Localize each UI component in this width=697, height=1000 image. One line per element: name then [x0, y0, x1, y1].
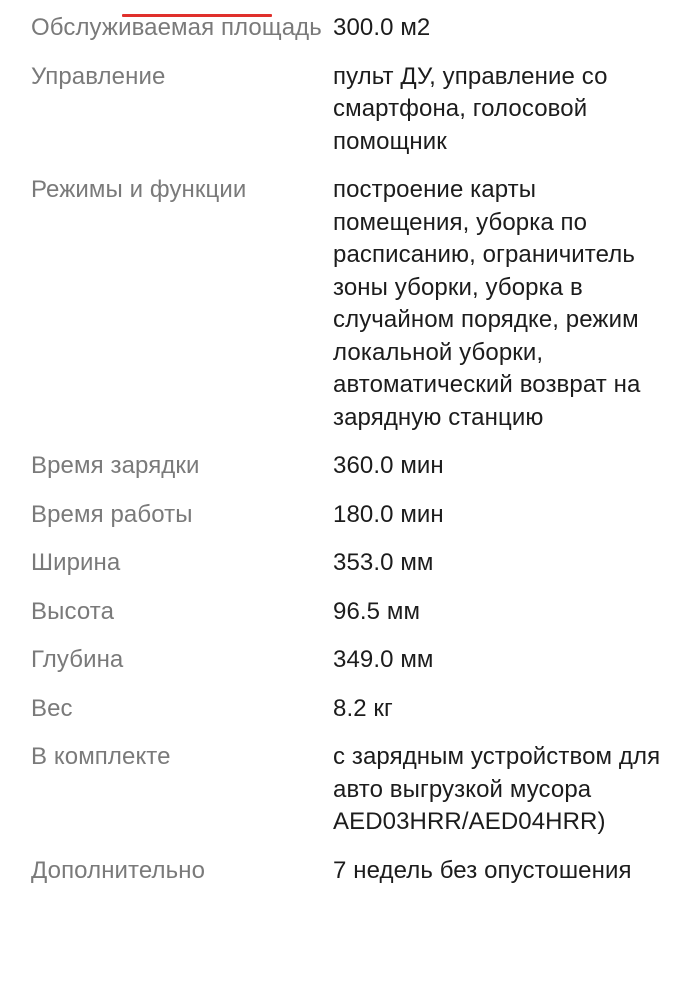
spec-label: Обслуживаемая площадь [31, 14, 322, 41]
spec-label: Дополнительно [31, 856, 206, 884]
spec-value: 360.0 мин [333, 452, 444, 479]
spec-value: с зарядным устройством для авто выгрузкой мусора AED03HRR/AED04HRR) [333, 743, 661, 835]
specifications-list [31, 12, 671, 903]
spec-label: Время зарядки [31, 452, 200, 479]
spec-label: Глубина [31, 646, 124, 673]
spec-value: построение карты помещения, уборка по расписанию, ограничитель зоны уборки, уборка в случайном порядке, режим локальной уборки, автоматический возврат на зарядную станцию [333, 176, 641, 431]
spec-label: В комплекте [31, 743, 171, 770]
spec-row-modes-functions [31, 174, 671, 450]
spec-value: пульт ДУ, управление со смартфона, голосовой помощник [333, 62, 608, 155]
spec-label: Высота [31, 597, 115, 625]
spec-row-run-time [31, 499, 671, 548]
spec-row-control [31, 61, 671, 175]
spec-row-weight [31, 693, 671, 742]
spec-label: Режимы и функции [31, 176, 247, 203]
spec-row-package-contents [31, 741, 671, 855]
spec-value: 8.2 кг [333, 694, 393, 722]
spec-value: 96.5 мм [333, 597, 421, 625]
spec-value: 300.0 м2 [333, 14, 431, 41]
spec-value: 7 недель без опустошения [333, 856, 632, 884]
spec-row-serviced-area [31, 12, 671, 61]
spec-row-depth [31, 644, 671, 693]
spec-row-height [31, 596, 671, 645]
spec-value: 353.0 мм [333, 549, 434, 576]
spec-label: Вес [31, 694, 73, 722]
spec-value: 349.0 мм [333, 646, 434, 673]
spec-label: Ширина [31, 549, 121, 576]
spec-row-charging-time [31, 450, 671, 499]
spec-row-width [31, 547, 671, 596]
spec-row-additional [31, 855, 671, 904]
spec-label: Управление [31, 62, 166, 90]
spec-label: Время работы [31, 500, 193, 528]
spec-value: 180.0 мин [333, 500, 444, 528]
